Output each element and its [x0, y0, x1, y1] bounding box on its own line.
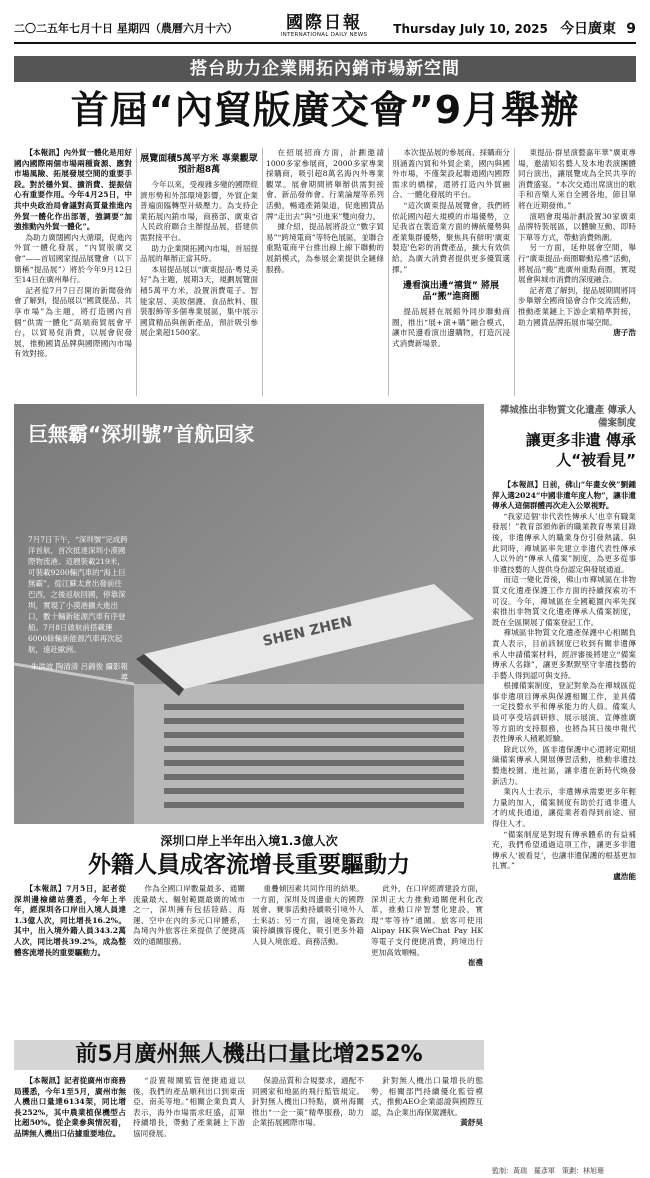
story2-column-4	[371, 884, 483, 1034]
sidebar-story	[492, 404, 636, 1164]
paragraph: 業內人士表示，非遺傳承需要更多年輕力量的加入，備案制度有助於打通非遺人才的成長通道，讓從業者看得到前途、留得住人才。	[492, 787, 636, 828]
editor-credits: 監制：黃瑞 羅彥軍 策劃：林旭珊	[492, 1167, 604, 1175]
caption-text: 7月7日下午，“深圳號”完成跨洋首航，首次抵達深圳小漠國際物流港。這艘裝載219米，可裝載9200輛汽車的“海上巨無霸”，從江蘇太倉出發前往巴西，之後返航回國，停靠深圳，實現了小漠港擴大進出口，數十輛新能源汽車有序登船。7月8日啟航前搭載運6000餘輛新能源汽車再次起航，遠赴歐洲。	[28, 535, 128, 654]
subheading: 邊看演出邊“禧貨” 將展品“搬”進商圈	[403, 281, 499, 303]
paragraph: 本次提品展的參展商、採購商分別涵蓋內貿和外貿企業，國內與國外市場，不僅架設起聯通國內國際需求的橋樑，還將打造內外貿融合、一體化發展的平台。	[392, 148, 510, 200]
story1-column-1	[14, 148, 132, 396]
story1-column-4	[392, 148, 510, 396]
story3-body	[14, 1076, 484, 1166]
column-divider	[136, 148, 137, 396]
story2-column-3	[252, 884, 364, 1034]
masthead	[14, 14, 636, 44]
column-divider	[388, 148, 389, 396]
paragraph: 提品展將在展館外同步聯動商圈，推出“展+演+購”融合模式，讓市民邊看演出邊購物，打造沉浸式消費新場景。	[392, 307, 510, 348]
date-chinese: 二〇二五年七月十日 星期四（農曆六月十六）	[14, 22, 238, 35]
paragraph: 本屆提品展以“廣東提品·粵見美好”為主題，展期3天，規劃展覽面積5萬平方米，設置消費電子、智能家居、美妝個護、食品飲料、服裝服飾等多個專業展區，集中展示國貨精品與創新產品，預計吸引參展企業超1500家。	[140, 264, 258, 338]
paragraph: 【本報訊】記者從廣州市商務局獲悉，今年1至5月，廣州市無人機出口量達6134架，同比增長252%，其中農業植保機型占比超50%。從企業參與情況看，品牌無人機出口佔據重要地位。	[14, 1076, 126, 1138]
paragraph: 東提品·群星演藝嘉年華”廣東專場，邀請知名藝人及本地表演團體同台演出，讓展覽成為全民共享的消費盛宴。“本次交通出席演出的歌手和音樂人來自全國各地，節目單將在近期發佈。”	[518, 148, 636, 210]
story3-column-4	[371, 1076, 483, 1166]
page-number: 9	[626, 21, 636, 37]
newspaper-logo	[264, 14, 384, 38]
story2-kicker: 深圳口岸上半年出入境1.3億人次	[160, 834, 338, 848]
paragraph: 作為全國口岸數量最多、通關流量最大、輻射範圍最廣的城市之一，深圳擁有包括陸路、海運、空中在內的多元口岸體系，為境內外旅客往來提供了便捷高效的通關服務。	[133, 884, 245, 946]
byline: 唐子浩	[613, 328, 636, 338]
paragraph: 另一方面，延伸展會空間，舉行“廣東提品·商圈聯動巡禮”活動，將展品“搬”進廣州重點商圈，實現展會與城市消費的深度融合。	[518, 243, 636, 285]
logo-english: INTERNATIONAL DAILY NEWS	[280, 32, 368, 38]
byline: 盧浩能	[613, 871, 636, 881]
news-photo	[14, 404, 484, 824]
paragraph: 此外，在口岸經濟建設方面，深圳正大力推動通關便利化改革，推動口岸智慧化建設，實現“零等待”通關。旅客可使用Alipay HK與WeChat Pay HK等電子支付便捷消費，跨境出行更加高效順暢。	[371, 884, 483, 957]
paragraph: 保證品質和合規要求，適配不同國家和地區的飛行監管規定。針對無人機出口特點，廣州海關推出“一企一策”精準服務，助力企業拓展國際市場。	[252, 1076, 364, 1128]
story3-column-1	[14, 1076, 126, 1166]
column-divider	[514, 148, 515, 396]
story3-headline: 前5月廣州無人機出口量比增252%	[14, 1040, 484, 1070]
photo-title: 巨無霸“深圳號”首航回家	[28, 422, 255, 446]
section-name: 今日廣東	[560, 21, 617, 37]
paragraph: 針對無人機出口量增長的態勢，相關部門持續優化監管模式，推動AEO企業認證與國際互認，為企業出海保駕護航。	[371, 1076, 483, 1117]
paragraph: 而這一變化背後，佛山市禪城區在非物質文化遺產保護工作方面的持續探索功不可沒。今年，禪城區在全國範圍內率先探索推出非物質文化遺產傳承人備案制度，既在全區開展了備案登記工作。	[492, 575, 636, 627]
photo-caption	[28, 534, 128, 683]
story1-body	[14, 148, 636, 396]
sidebar-kicker: 禪城推出非物質文化遺產 傳承人備案制度	[499, 405, 636, 429]
story1-column-2	[140, 148, 258, 396]
story2-body	[14, 884, 484, 1034]
date-english-section	[393, 18, 636, 38]
story3-column-2	[133, 1076, 245, 1166]
story3-column-3	[252, 1076, 364, 1166]
story2-column-2	[133, 884, 245, 1034]
paragraph: 【本報訊】內外貿一體化是用好國內國際兩個市場兩種資源、應對市場風險、拓展發展空間的重要手段。對於穩外貿、擴消費、提振信心有重要作用。今年4月25日，中共中央政治局會議對高質量推進內外貿一體化作出部署，強調要“加強推動內外貿一體化”。	[14, 148, 132, 232]
paragraph: 助力企業開拓國內市場，首屆提品展的舉辦正當其時。	[140, 243, 258, 264]
date-english: Thursday July 10, 2025	[393, 22, 548, 36]
paragraph: 為助力廣闊國內大循環，促進內外貿一體化發展，“內貿版廣交會”——首屆國家提品展覽會（以下簡稱“提品展”）將於今年9月12日至14日在廣州舉行。	[14, 232, 132, 285]
story1-kicker: 搭台助力企業開拓內銷市場新空間	[14, 56, 636, 82]
byline: 黃舒昊	[460, 1118, 483, 1128]
paragraph: “備案制度是對現有傳承體系的有益補充，我們希望通過這項工作，讓更多非遺傳承人‘被看見’，也讓非遺保護的根基更加扎實。”	[492, 829, 636, 871]
paragraph: 在招展招商方面，計劃邀請1000多家參展商，2000多家專業採購商，吸引超8萬名海內外專業觀眾。展會期間將舉辦供需對接會、新品發佈會、行業論壇等系列活動，暢通產銷渠道，促進國貨品牌“走出去”與“引進來”雙向發力。	[266, 148, 384, 221]
paragraph: 記者從7月7日召開的新聞發佈會了解到，提品展以“國貨提品、共享市場”為主題，將打造國內首個“供需一體化”高端商貿展會平台，以貿易促消費，以展會促發展，推動國貨品牌與國際國內市場有效對接。	[14, 285, 132, 359]
photo-credit: 朱洪波 陶清清 呂錦俊 攝影報導	[30, 662, 128, 682]
paragraph: 根據備案制度，登記對象為在禪城區從事非遺項目傳承與保護相關工作，並具備一定技藝水平和傳承能力的人員。備案人員可享受培訓研修、展示展演、宣傳推廣等方面的支持服務，也將為其日後申報代表性傳承人積累經驗。	[492, 681, 636, 744]
byline: 崔禮	[467, 958, 483, 968]
subheading: 展覽面積5萬平方米 專業觀眾預計超8萬	[140, 154, 258, 175]
paragraph: 今年以來，受複雜多變的國際經濟形勢和外部環境影響，外貿企業普遍面臨轉型升級壓力。為支持企業拓展內銷市場，商務部、廣東省人民政府聯合主辦提品展，搭建供需對接平台。	[140, 180, 258, 242]
ship-name-marking: SHEN ZHEN	[261, 613, 354, 650]
sidebar-headline: 讓更多非遺 傳承人“被看見”	[525, 431, 636, 469]
story2-headline: 外籍人員成客流增長重要驅動力	[88, 852, 410, 878]
paragraph: 除此以外，區非遺保護中心還將定期組織備案傳承人開展傳習活動，推動非遺技藝進校園、進社區，讓非遺在新時代煥發新活力。	[492, 744, 636, 786]
paragraph: “這次廣東提品展覽會，我們將依託國內超大規模的市場優勢，立足我省在製造業方面的傳統優勢與產業集群優勢，聚焦具有鮮明‘廣東製造’色彩的消費產品，擴大有效供給，為廣大消費者提供更多優質選擇。”	[392, 200, 510, 274]
paragraph: “設置報關監管便捷通道以後，我們的產品順利出口到東南亞、南美等地。”相關企業負責人表示，海外市場需求旺盛，訂單持續增長，帶動了產業鏈上下游協同發展。	[133, 1076, 245, 1138]
paragraph: 記者還了解到，提品展期間將同步舉辦全國商協會合作交流活動，推動產業鏈上下游企業精準對接，助力國貨品牌拓展市場空間。	[518, 285, 636, 327]
story1-headline: 首屆“內貿版廣交會”9月舉辦	[70, 88, 580, 132]
paragraph: 【本報訊】7月5日，記者從深圳邊檢總站獲悉，今年上半年，經深圳各口岸出入境人員達1.3億人次，同比增長16.2%。其中，出入境外籍人員343.2萬人次，同比增長39.2%，成為整體客流增長的重要驅動力。	[14, 884, 126, 957]
column-divider	[262, 148, 263, 396]
paragraph: “我家這個‘非代表性傳承人’也幸有職業發展！”教育部頒佈新的職業教育專業目錄後，非遺傳承人的職業身份引發熱議。與此同時，禪城區率先建立非遺代表性傳承人以外的“傳承人備案”制度，為更多從事非遺技藝的人提供身份認定與發展通道。	[492, 511, 636, 574]
story1-column-3	[266, 148, 384, 396]
paragraph: 【本報訊】日前，佛山“年畫女俠”劉鍾萍入選2024“中國非遺年度人物”，讓非遺傳承人這個群體再次走入公眾視野。	[492, 480, 636, 511]
paragraph: 禪城區非物質文化遺產保護中心相關負責人表示，目前該制度已收到有關非遺傳承人申請備案材料，經評審後將建立“備案傳承人名錄”，讓更多默默堅守非遺技藝的手藝人得到認可與支持。	[492, 628, 636, 680]
story2-column-1	[14, 884, 126, 1034]
paragraph: 重疊傾因素共同作用的結果。一方面，深圳及周邊重大的國際展會、賽事活動持續吸引境外人士來訪；另一方面，過境免簽政策持續擴容優化，吸引更多外籍人員入境旅遊、商務活動。	[252, 884, 364, 946]
story1-column-5	[518, 148, 636, 396]
paragraph: 演唱會現場計劃設置30家廣東品牌特裝展區，以體驗互動、即時下單等方式，帶動消費熱潮。	[518, 211, 636, 242]
paragraph: 據介紹，提品展將設立“數字貿易”“跨境電商”等特色展區，並聯合重點電商平台推出線上線下聯動的展銷模式，為參展企業提供全鏈條服務。	[266, 222, 384, 274]
logo-chinese: 國際日報	[286, 13, 362, 33]
